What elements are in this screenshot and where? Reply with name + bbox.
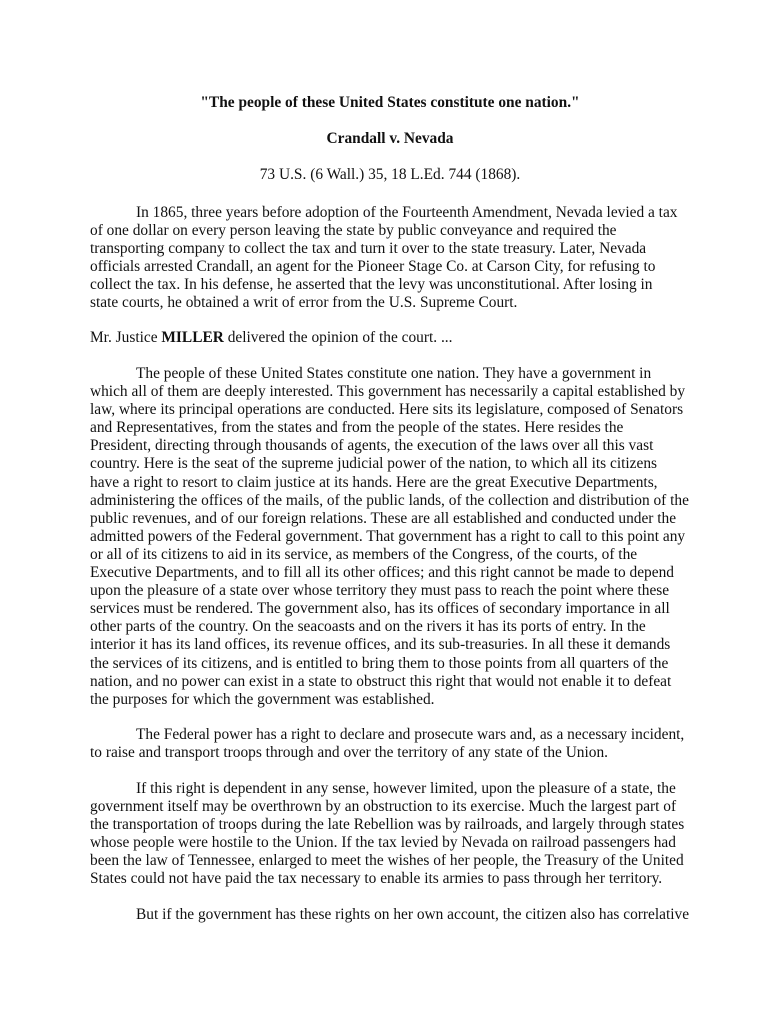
paragraph-line: government itself may be overthrown by an obstruction to its exercise. Much the largest part of bbox=[90, 798, 677, 816]
paragraph-line: services must be rendered. The government also, has its offices of secondary importance in all bbox=[90, 600, 670, 618]
intro-line: of one dollar on every person leaving the state by public conveyance and required the bbox=[90, 222, 617, 240]
paragraph-line: The Federal power has a right to declare and prosecute wars and, as a necessary incident, bbox=[136, 726, 685, 743]
paragraph-line: public revenues, and of our foreign relations. These are all established and conducted under the bbox=[90, 509, 677, 527]
justice-name: MILLER bbox=[161, 329, 224, 346]
paragraph-line: administering the offices of the mails, of the public lands, of the collection and distribution of the bbox=[90, 491, 689, 509]
paragraph-line: the purposes for which the government was established. bbox=[90, 690, 435, 708]
paragraph-line: to raise and transport troops through and over the territory of any state of the Union. bbox=[90, 744, 609, 762]
opinion-line bbox=[90, 329, 680, 347]
opinion-prefix: Mr. Justice bbox=[90, 329, 162, 346]
intro-line: transporting company to collect the tax and turn it over to the state treasury. Later, Nevada bbox=[90, 240, 647, 258]
opinion-paragraph-4 bbox=[90, 906, 690, 924]
paragraph-line: have a right to resort to claim justice at its hands. Here are the great Executive Departments, bbox=[90, 473, 658, 491]
intro-paragraph bbox=[90, 204, 680, 313]
paragraph-line: the transportation of troops during the late Rebellion was by railroads, and largely through states bbox=[90, 816, 685, 834]
opinion-suffix: delivered the opinion of the court. ... bbox=[223, 329, 453, 346]
intro-line: officials arrested Crandall, an agent for the Pioneer Stage Co. at Carson City, for refusing to bbox=[90, 258, 656, 276]
intro-line: In 1865, three years before adoption of the Fourteenth Amendment, Nevada levied a tax bbox=[136, 204, 678, 221]
paragraph-line: The people of these United States constitute one nation. They have a government in bbox=[136, 365, 652, 382]
paragraph-line: and Representatives, from the states and from the people of the states. Here resides the bbox=[90, 419, 624, 437]
case-name: Crandall v. Nevada bbox=[326, 130, 454, 147]
paragraph-line: States could not have paid the tax necessary to enable its armies to pass through her territory. bbox=[90, 870, 663, 888]
paragraph-line: Executive Departments, and to fill all its other offices; and this right cannot be made to depend bbox=[90, 564, 674, 582]
paragraph-line: other parts of the country. On the seacoasts and on the rivers it has its ports of entry. In the bbox=[90, 618, 646, 636]
paragraph-line: the services of its citizens, and is entitled to bring them to those points from all quarters of the bbox=[90, 654, 669, 672]
quote-title: "The people of these United States constitute one nation." bbox=[200, 94, 580, 111]
case-citation: 73 U.S. (6 Wall.) 35, 18 L.Ed. 744 (1868). bbox=[259, 166, 521, 183]
paragraph-line: President, directing through thousands of agents, the execution of the laws over all this vast bbox=[90, 437, 654, 455]
paragraph-line: upon the pleasure of a state over whose territory they must pass to reach the point where these bbox=[90, 582, 670, 600]
paragraph-line: or all of its citizens to aid in its service, as members of the Congress, of the courts, of the bbox=[90, 545, 638, 563]
intro-line: state courts, he obtained a writ of error from the U.S. Supreme Court. bbox=[90, 294, 518, 312]
paragraph-line: interior it has its land offices, its revenue offices, and its sub-treasuries. In all these it demands bbox=[90, 636, 671, 654]
opinion-attribution bbox=[90, 329, 680, 347]
paragraph-line: nation, and no power can exist in a state to obstruct this right that would not enable it to defeat bbox=[90, 672, 672, 690]
opinion-paragraph-3 bbox=[90, 780, 685, 889]
paragraph-line: law, where its principal operations are conducted. Here sits its legislature, composed of Senators bbox=[90, 401, 684, 419]
paragraph-line: admitted powers of the Federal government. That government has a right to call to this point any bbox=[90, 527, 686, 545]
paragraph-line: been the law of Tennessee, enlarged to meet the wishes of her people, the Treasury of the United bbox=[90, 852, 684, 870]
intro-line: collect the tax. In his defense, he asserted that the levy was unconstitutional. After losing in bbox=[90, 276, 653, 294]
paragraph-line: If this right is dependent in any sense, however limited, upon the pleasure of a state, the bbox=[136, 780, 676, 797]
paragraph-line: which all of them are deeply interested. This government has necessarily a capital established by bbox=[90, 383, 686, 401]
opinion-paragraph-1 bbox=[90, 365, 689, 709]
paragraph-line: But if the government has these rights on her own account, the citizen also has correlative bbox=[136, 906, 690, 923]
paragraph-line: country. Here is the seat of the supreme judicial power of the nation, to which all its citizens bbox=[90, 455, 658, 473]
opinion-paragraph-2 bbox=[90, 726, 685, 762]
paragraph-line: whose people were hostile to the Union. If the tax levied by Nevada on railroad passengers had bbox=[90, 834, 676, 852]
